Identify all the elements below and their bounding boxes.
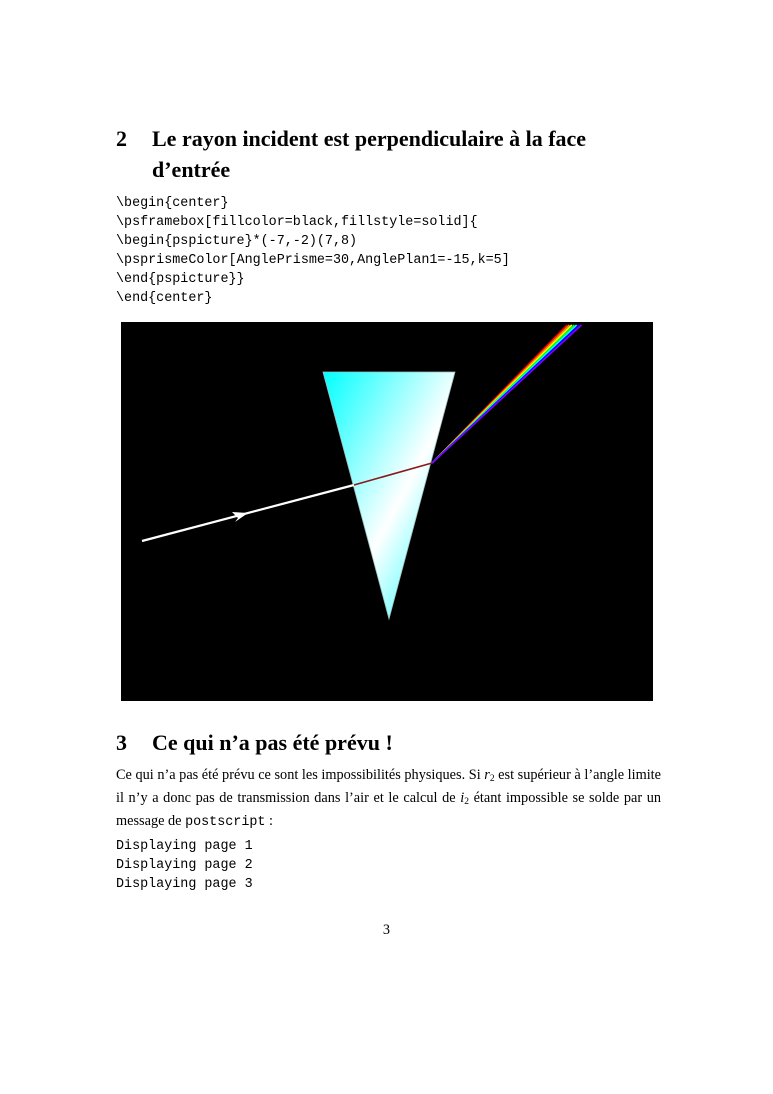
text-run: est supérieur à l’angle limite il n’y a donc pas de transmission dans l’air et le calcul de [116,767,661,806]
code-block [116,194,510,308]
code-line: \psframebox[fillcolor=black,fillstyle=solid]{ [116,215,478,230]
text-run: Ce qui n’a pas été prévu ce sont les impossibilités physiques. Si [116,767,485,783]
section-number: 2 [116,126,127,151]
code-line: \begin{center} [116,196,229,211]
code-line: \end{pspicture}} [116,272,245,287]
section-title: Le rayon incident est perpendiculaire à la face d’entrée [152,126,587,182]
math-subscript: 2 [464,797,469,807]
math-subscript: 2 [489,774,495,784]
math-var: i [460,790,465,806]
page-number: 3 [382,922,391,938]
section-number: 3 [116,730,127,755]
section-2-heading [116,123,666,185]
math-var: r [484,767,490,783]
inline-code: postscript [185,815,266,830]
output-line: Displaying page 3 [116,877,253,892]
text-run: étant impossible se solde par un message de [116,790,662,829]
output-block [116,837,253,894]
output-line: Displaying page 2 [116,858,253,873]
prism-diagram [121,322,653,701]
prism-figure [121,322,653,701]
code-line: \end{center} [116,291,213,306]
section-3-heading [116,727,666,758]
section-title: Ce qui n’a pas été prévu ! [152,730,393,755]
output-line: Displaying page 1 [116,839,253,854]
body-paragraph [116,766,661,832]
text-run: : [265,813,273,829]
code-line: \psprismeColor[AnglePrisme=30,AnglePlan1=-15,k=5] [116,253,510,268]
code-line: \begin{pspicture}*(-7,-2)(7,8) [116,234,358,249]
